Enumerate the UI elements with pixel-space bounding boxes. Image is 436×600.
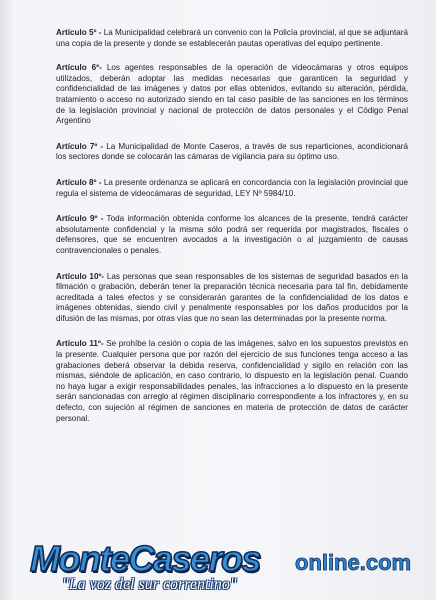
article-title: Artículo 11º-: [56, 339, 104, 349]
article-6: [56, 63, 411, 127]
article-text: Las personas que sean responsables de los sistemas de seguridad basados en la filmación o grabación, deberán tener la preparación técnica necesaria para tal fin, debidamente acreditada a tales efectos y se considerarán garantes de la confidencialidad de los datos e imágenes obtenidas, siendo civil y penalmente responsables por los daños producidos por la difusión de las mismas, por otras vías que no sean las determinadas por la presente norma.: [56, 271, 411, 323]
article-text: La Municipalidad celebrará un convenio con la Policía provincial, al que se adjuntará una copia de la presente y donde se establecerán pautas operativas del equipo pertinente.: [56, 28, 411, 48]
article-9: [56, 214, 411, 256]
article-title: Artículo 10º-: [56, 271, 105, 281]
article-text: La Municipalidad de Monte Caseros, a través de sus reparticiones, acondicionará los sectores donde se colocarán las cámaras de vigilancia para su óptimo uso.: [56, 141, 411, 162]
article-title: Artículo 9º -: [56, 214, 104, 224]
article-5: [56, 28, 411, 49]
article-11: [56, 339, 411, 424]
article-title: Artículo 7º -: [56, 141, 104, 151]
article-title: Artículo 8º -: [56, 177, 102, 187]
article-7: [56, 141, 411, 163]
article-text: La presente ordenanza se aplicará en concordancia con la legislación provincial que regula el sistema de videocámaras de seguridad, LEY Nº 5984/10.: [56, 177, 411, 198]
article-text: Se prohíbe la cesión o copia de las imágenes, salvo en los supuestos previstos en la presente. Cualquier persona que por razón del ejercicio de sus funciones tenga acceso a las grabaciones deberá observar la debida reserva, confidencialidad y sigilo en relación con las mismas, siéndole de aplicación, en caso contrario, lo dispuesto en la legislación penal. Cuando no haya lugar a exigir responsabilidades penales, las infracciones a lo dispuesto en la presente serán sancionadas con arreglo al régimen disciplinario correspondiente a los infractores y, en su defecto, con sujeción al régimen de sanciones en materia de protección de datos de carácter personal.: [56, 339, 411, 423]
article-text: Los agentes responsables de la operación de videocámaras y otros equipos utilizados, deberán adoptar las medidas necesarias que garanticen la seguridad y confidencialidad de las imágenes y datos por ellas obtenidos, evitando su alteración, pérdida, tratamiento o acceso no autorizado siendo en tal caso pasible de las sanciones en los términos de la legislación provincial y nacional de protección de datos personales y el Código Penal Argentino: [56, 63, 411, 126]
article-text: Toda información obtenida conforme los alcances de la presente, tendrá carácter absolutamente confidencial y la misma sólo podrá ser requerida por magistrados, fiscales o defensores, que se encuentren avocados a la investigación o al juzgamiento de causas contravencionales o penales.: [56, 214, 411, 255]
article-title: Artículo 6º-: [56, 63, 102, 73]
articles-list: [56, 28, 411, 439]
article-8: [56, 177, 411, 199]
watermark-brand: MonteCaseros: [30, 538, 261, 579]
site-watermark: [0, 540, 436, 600]
watermark-suffix: online.com: [295, 550, 412, 575]
article-title: Artículo 5º -: [56, 28, 102, 37]
article-10: [56, 271, 411, 325]
watermark-slogan: "La voz del sur correntino": [62, 576, 237, 593]
